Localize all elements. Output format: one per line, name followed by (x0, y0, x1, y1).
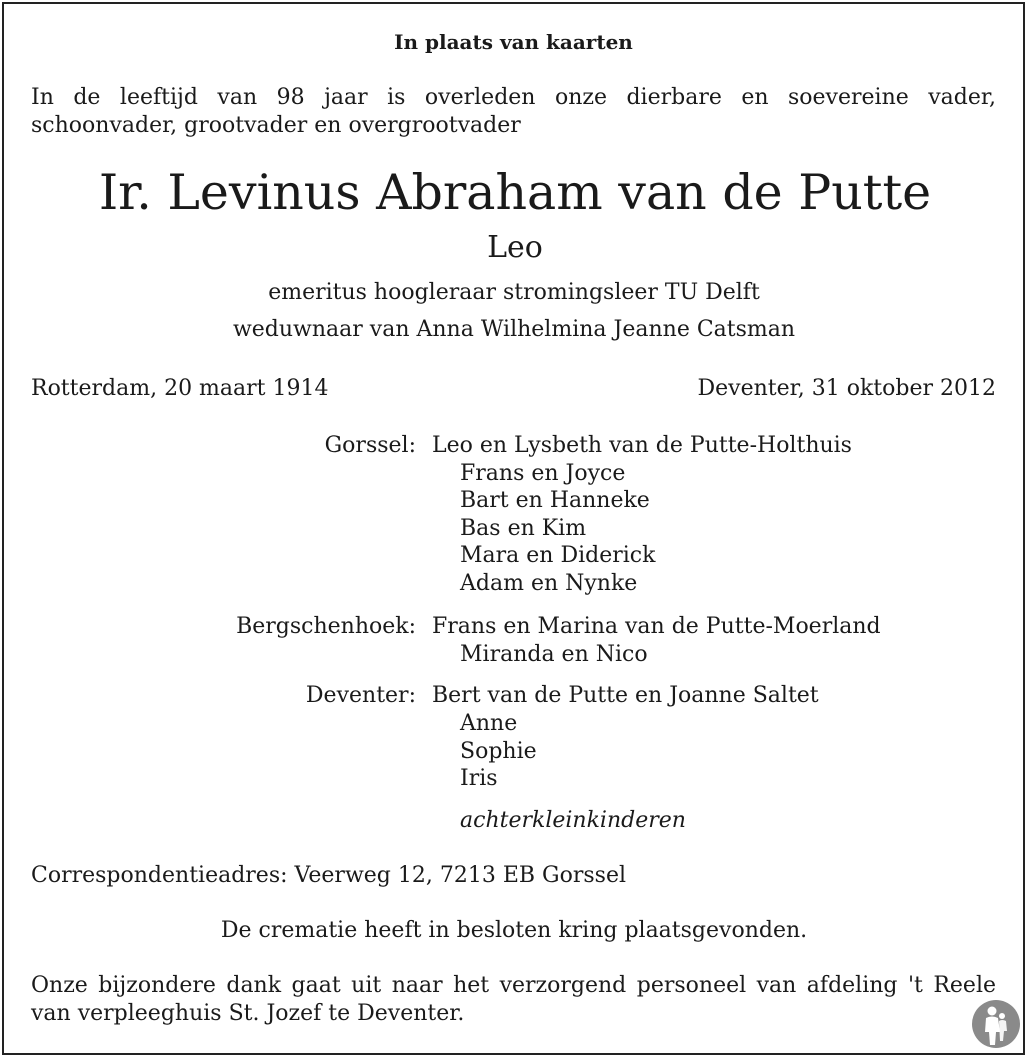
family-member: Sophie (460, 739, 537, 764)
intro-line-2: schoonvader, grootvader en overgrootvader (31, 113, 521, 138)
thanks-line-2: van verpleeghuis St. Jozef te Deventer. (31, 1001, 465, 1026)
deceased-title: emeritus hoogleraar stromingsleer TU Delft (268, 280, 760, 305)
deceased-nickname: Leo (487, 230, 543, 265)
publisher-logo-icon (971, 999, 1021, 1049)
family-head: Bert van de Putte en Joanne Saltet (432, 683, 819, 708)
death-place-date: Deventer, 31 oktober 2012 (697, 376, 996, 401)
thanks-text (31, 972, 996, 1028)
family-member: Anne (460, 711, 518, 736)
cremation-note: De crematie heeft in besloten kring plaatsgevonden. (220, 918, 808, 943)
family-member: Frans en Joyce (460, 461, 626, 486)
family-member: Bart en Hanneke (460, 488, 650, 513)
family-member: Bas en Kim (460, 516, 587, 541)
family-city: Gorssel: (324, 433, 416, 458)
intro-text (31, 84, 996, 140)
correspondence-address: Correspondentieadres: Veerweg 12, 7213 EB Gorssel (31, 863, 627, 888)
thanks-line-1: Onze bijzondere dank gaat uit naar het verzorgend personeel van afdeling 't Reele (31, 973, 996, 998)
family-member: Miranda en Nico (460, 642, 648, 667)
deceased-name: Ir. Levinus Abraham van de Putte (98, 164, 932, 221)
family-head: Frans en Marina van de Putte-Moerland (432, 614, 881, 639)
intro-line-1: In de leeftijd van 98 jaar is overleden onze dierbare en soevereine vader, (31, 85, 996, 110)
family-city: Deventer: (305, 683, 416, 708)
family-city: Bergschenhoek: (236, 614, 416, 639)
great-grandchildren: achterkleinkinderen (460, 808, 686, 833)
birth-place-date: Rotterdam, 20 maart 1914 (31, 376, 329, 401)
notice-heading: In plaats van kaarten (394, 30, 633, 54)
family-member: Mara en Diderick (460, 543, 656, 568)
family-head: Leo en Lysbeth van de Putte-Holthuis (432, 433, 852, 458)
family-member: Adam en Nynke (460, 571, 638, 596)
deceased-widower: weduwnaar van Anna Wilhelmina Jeanne Catsman (232, 317, 796, 342)
family-member: Iris (460, 766, 498, 791)
